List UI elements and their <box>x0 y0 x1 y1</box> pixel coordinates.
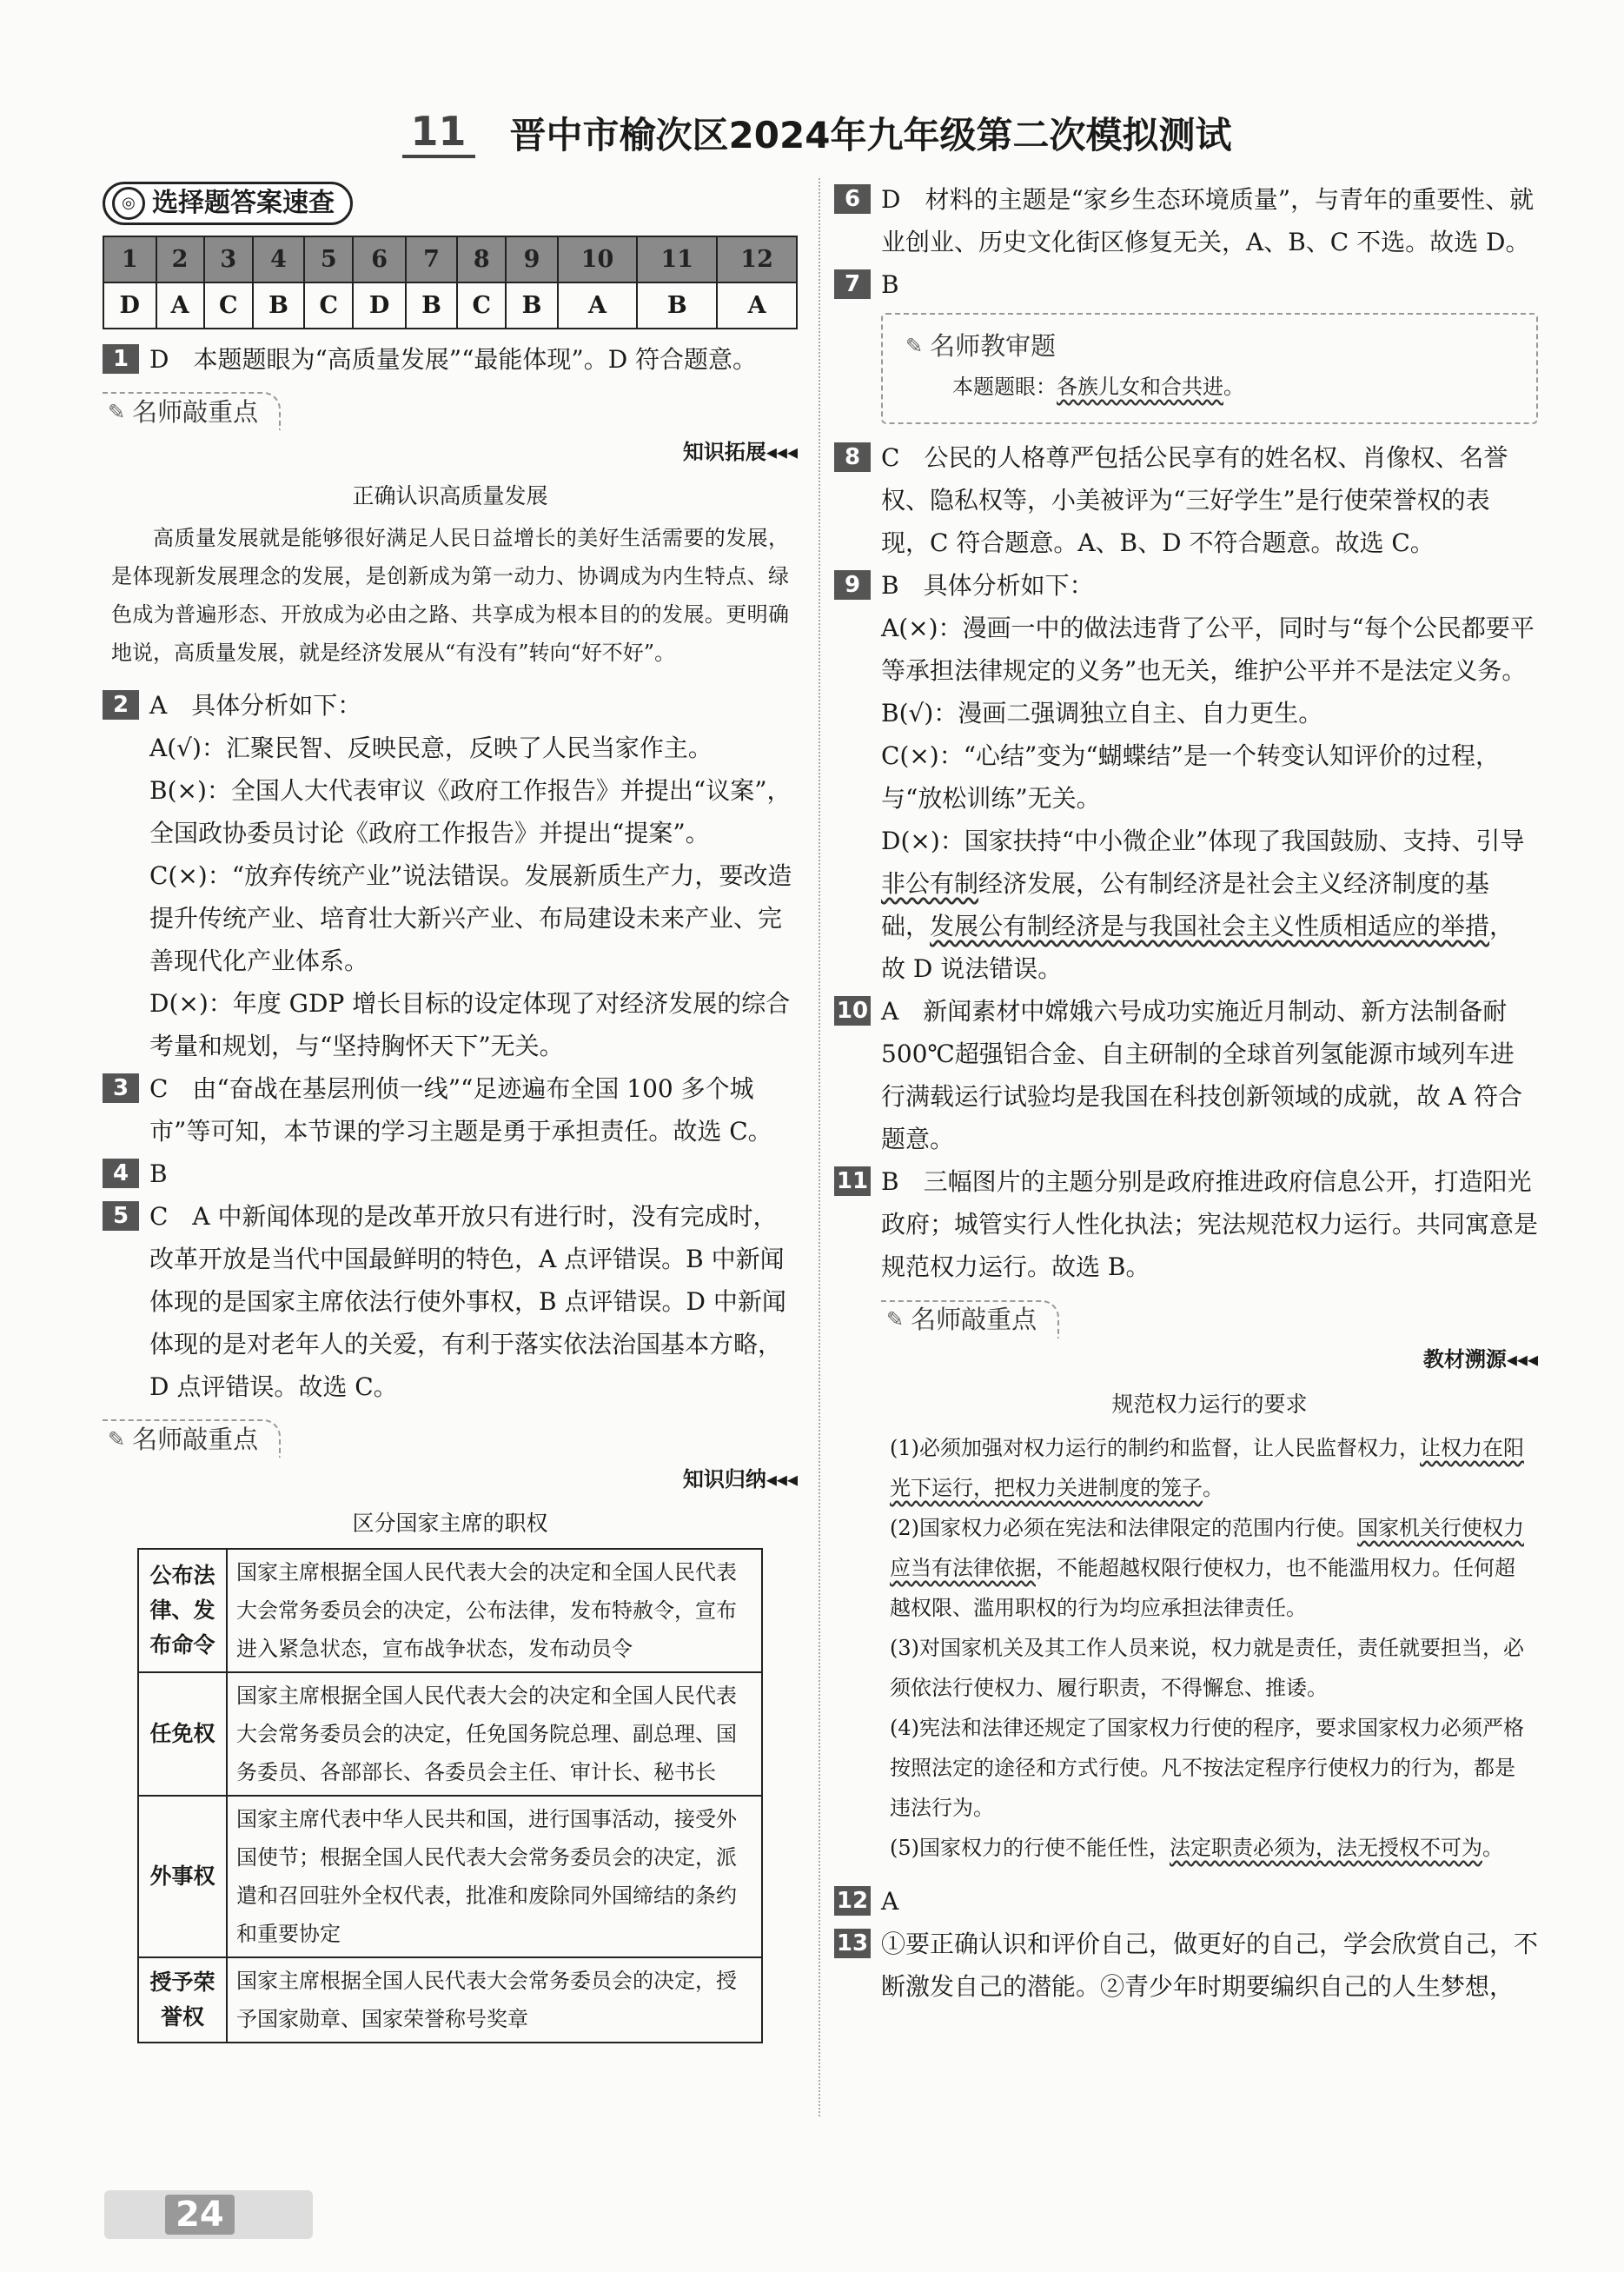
answer-letter: A <box>717 282 797 329</box>
answer-num: 9 <box>506 236 557 282</box>
question-answer-text: C A 中新闻体现的是改革开放只有进行时，没有完成时，改革开放是当代中国最鲜明的特色，A 点评错误。B 中新闻体现的是国家主席依法行使外事权，B 点评错误。D 中新闻体现的是对老年人的关爱，有利于落实依法治国基本方略，D 点评错误。故选 C。 <box>149 1201 786 1401</box>
question-6 <box>834 178 1538 263</box>
text-span: (5)国家权力的行使不能任性， <box>890 1836 1170 1860</box>
question-answer-text: D 本题题眼为“高质量发展”“最能体现”。D 符合题意。 <box>149 344 758 374</box>
quick-answer-heading-label: 选择题答案速查 <box>152 188 335 218</box>
tip-paragraph <box>890 1828 1529 1868</box>
answer-letter: D <box>353 282 406 329</box>
question-answer-text: A 新闻素材中嫦娥六号成功实施近月制动、新方法制备耐 500℃超强铝合金、自主研制的全球首列氢能源市域列车进行满载运行试验均是我国在科技创新领域的成就，故 A 符合题意。 <box>881 997 1523 1153</box>
answer-letter: A <box>156 282 204 329</box>
answer-table-number-row <box>103 236 797 282</box>
answer-num: 12 <box>717 236 797 282</box>
tip-paragraph: 高质量发展就是能够很好满足人民日益增长的美好生活需要的发展，是体现新发展理念的发展，是创新成为第一动力、协调成为内生特点、绿色成为普遍形态、开放成为必由之路、共享成为根本目的的发展。更明确地说，高质量发展，就是经济发展从“有没有”转向“好不好”。 <box>111 525 789 665</box>
tip-box-question-reading <box>881 313 1538 424</box>
answer-letter: B <box>637 282 717 329</box>
power-name: 公布法律、发布命令 <box>138 1549 227 1672</box>
answer-letter: B <box>506 282 557 329</box>
test-number: 11 <box>402 108 475 158</box>
power-name: 任免权 <box>138 1672 227 1796</box>
tip-content <box>881 1339 1538 1868</box>
question-13 <box>834 1923 1538 2008</box>
question-number-badge: 10 <box>834 996 871 1026</box>
question-number-badge: 1 <box>103 344 139 374</box>
quick-answer-heading <box>103 182 353 225</box>
table-row <box>138 1957 762 2043</box>
tip-tab <box>103 392 281 430</box>
power-name: 外事权 <box>138 1796 227 1957</box>
tip-tag: 知识归纳◂◂◂ <box>682 1466 798 1491</box>
page-number: 24 <box>165 2195 235 2235</box>
text-span: (2)国家权力必须在宪法和法律限定的范围内行使。 <box>890 1516 1357 1540</box>
q9-option-d <box>834 820 1538 990</box>
question-answer-text: C 由“奋战在基层刑侦一线”“足迹遍布全国 100 多个城市”等可知，本节课的学习主题是勇于承担责任。故选 C。 <box>149 1073 772 1146</box>
answer-letter: A <box>558 282 638 329</box>
question-answer-text: B <box>881 270 899 299</box>
tip-tag: 教材溯源◂◂◂ <box>1422 1347 1538 1372</box>
text-span: 。 <box>1203 1476 1223 1500</box>
question-3 <box>103 1067 798 1153</box>
answer-letter: C <box>304 282 353 329</box>
teacher-icon: ✎ <box>886 1307 905 1332</box>
question-number-badge: 5 <box>103 1201 139 1231</box>
emphasis-span: 国家机关行使权力应当有法律依据 <box>890 1516 1524 1580</box>
text-span: ，故 D 说法错误。 <box>881 912 1515 983</box>
question-answer-text: A <box>881 1887 899 1916</box>
tip-content <box>900 366 1519 409</box>
question-answer-text: B 具体分析如下： <box>881 571 1094 600</box>
question-number-badge: 3 <box>103 1073 139 1103</box>
tip-keyword: 各族儿女和合共进 <box>1057 375 1223 399</box>
tip-paragraph <box>890 1428 1529 1508</box>
teacher-icon: ✎ <box>905 334 924 358</box>
question-number-badge: 9 <box>834 570 871 600</box>
right-column <box>834 178 1538 2008</box>
question-number-badge: 6 <box>834 184 871 214</box>
q2-option-d: D(×)：年度 GDP 增长目标的设定体现了对经济发展的综合考量和规划，与“坚持胸怀天下”无关。 <box>149 988 791 1060</box>
answer-letter: B <box>253 282 304 329</box>
tip-tab-label: 名师教审题 <box>930 331 1057 361</box>
answer-letter: C <box>204 282 253 329</box>
power-name: 授予荣誉权 <box>138 1957 227 2043</box>
answer-num: 1 <box>103 236 156 282</box>
tip-box-textbook-source <box>881 1297 1538 1868</box>
question-answer-text: D 材料的主题是“家乡生态环境质量”，与青年的重要性、就业创业、历史文化街区修复无关，A、B、C 不选。故选 D。 <box>881 185 1535 256</box>
question-8 <box>834 436 1538 564</box>
question-number-badge: 12 <box>834 1886 871 1916</box>
q2-option-b: B(×)：全国人大代表审议《政府工作报告》并提出“议案”，全国政协委员讨论《政府工作报告》并提出“提案”。 <box>149 775 792 847</box>
emphasis-span: 法定职责必须为，法无授权不可为 <box>1170 1836 1482 1860</box>
table-row <box>138 1549 762 1672</box>
tip-tab <box>900 329 1077 365</box>
tip-tab <box>103 1419 281 1458</box>
tip-paragraph <box>890 1508 1529 1628</box>
answer-num: 10 <box>558 236 638 282</box>
page-title: 晋中市榆次区2024年九年级第二次模拟测试 <box>509 114 1232 156</box>
question-4 <box>103 1153 798 1195</box>
question-11 <box>834 1160 1538 1288</box>
question-answer-text: C 公民的人格尊严包括公民享有的姓名权、肖像权、名誉权、隐私权等，小美被评为“三好学生”是行使荣誉权的表现，C 符合题意。A、B、D 不符合题意。故选 C。 <box>881 443 1508 557</box>
text-span: (1)必须加强对权力运行的制约和监督，让人民监督权力， <box>890 1436 1420 1460</box>
question-answer-text: ①要正确认识和评价自己，做更好的自己，学会欣赏自己，不断激发自己的潜能。②青少年时期要编织自己的人生梦想， <box>881 1930 1539 2001</box>
question-number-badge: 4 <box>103 1159 139 1188</box>
table-row <box>138 1796 762 1957</box>
power-desc: 国家主席根据全国人民代表大会常务委员会的决定，授予国家勋章、国家荣誉称号奖章 <box>227 1957 762 2043</box>
q9-option-c: C(×)：“心结”变为“蝴蝶结”是一个转变认知评价的过程，与“放松训练”无关。 <box>881 741 1500 813</box>
tip-text: 。 <box>1223 375 1244 399</box>
text-span: D(×)：国家扶持“中小微企业”体现了我国鼓励、支持、引导 <box>881 827 1525 855</box>
question-10 <box>834 990 1538 1160</box>
text-span: 经济发展，公有制经济是社会主义经济制度的基础， <box>881 869 1490 940</box>
question-number-badge: 2 <box>103 690 139 720</box>
q9-option-b: B(√)：漫画二强调独立自主、自力更生。 <box>881 699 1323 727</box>
tip-tab-label: 名师敲重点 <box>911 1305 1037 1334</box>
page-number-badge <box>104 2190 313 2239</box>
emphasis-span: 非公有制 <box>881 869 979 898</box>
emphasis-span: 让权力在阳光下运行，把权力关进制度的笼子 <box>890 1436 1524 1500</box>
tip-box-knowledge-summary <box>103 1417 798 2043</box>
tip-paragraph: (3)对国家机关及其工作人员来说，权力就是责任，责任就要担当，必须依法行使权力、履行职责，不得懈怠、推诿。 <box>890 1636 1524 1700</box>
answer-table-answer-row <box>103 282 797 329</box>
question-5 <box>103 1195 798 1408</box>
text-span: ，不能超越权限行使权力，也不能滥用权力。任何超越权限、滥用职权的行为均应承担法律责任。 <box>890 1556 1515 1620</box>
column-divider <box>819 178 820 2116</box>
power-desc: 国家主席根据全国人民代表大会的决定和全国人民代表大会常务委员会的决定，任免国务院总理、副总理、国务委员、各部部长、各委员会主任、审计长、秘书长 <box>227 1672 762 1796</box>
teacher-icon: ✎ <box>108 1426 126 1452</box>
tip-title: 区分国家主席的职权 <box>352 1510 548 1536</box>
power-desc: 国家主席代表中华人民共和国，进行国事活动，接受外国使节；根据全国人民代表大会常务委员会的决定，派遣和召回驻外全权代表，批准和废除同外国缔结的条约和重要协定 <box>227 1796 762 1957</box>
answer-num: 7 <box>406 236 457 282</box>
tip-box-knowledge-extension <box>103 389 798 672</box>
tip-tab-label: 名师敲重点 <box>132 396 259 427</box>
question-12 <box>834 1880 1538 1923</box>
question-7 <box>834 263 1538 306</box>
answer-letter: B <box>406 282 457 329</box>
question-number-badge: 13 <box>834 1929 871 1958</box>
tip-text: 本题题眼： <box>952 375 1057 399</box>
left-column <box>103 178 798 2056</box>
answer-num: 3 <box>204 236 253 282</box>
question-answer-text: B <box>149 1159 168 1188</box>
tip-title: 规范权力运行的要求 <box>1111 1392 1308 1417</box>
tip-tab <box>881 1300 1059 1339</box>
answer-num: 5 <box>304 236 353 282</box>
power-desc: 国家主席根据全国人民代表大会的决定和全国人民代表大会常务委员会的决定，公布法律，发布特赦令，宣布进入紧急状态，宣布战争状态，发布动员令 <box>227 1549 762 1672</box>
question-answer-text: A 具体分析如下： <box>149 690 362 720</box>
page-header <box>104 103 1529 163</box>
text-span: 。 <box>1482 1836 1503 1860</box>
answer-num: 2 <box>156 236 204 282</box>
question-2 <box>103 684 798 727</box>
answer-letter: C <box>457 282 506 329</box>
table-row <box>138 1672 762 1796</box>
answer-num: 11 <box>637 236 717 282</box>
tip-tab-label: 名师敲重点 <box>132 1424 259 1454</box>
emphasis-span: 发展公有制经济是与我国社会主义性质相适应的举措 <box>930 912 1490 940</box>
target-icon: ◎ <box>112 187 145 220</box>
question-1 <box>103 338 798 381</box>
answer-num: 8 <box>457 236 506 282</box>
tip-content <box>103 1459 798 2043</box>
answer-letter: D <box>103 282 156 329</box>
teacher-icon: ✎ <box>108 399 126 424</box>
tip-title: 正确认识高质量发展 <box>352 482 548 508</box>
question-number-badge: 11 <box>834 1166 871 1196</box>
answer-num: 4 <box>253 236 304 282</box>
tip-tag: 知识拓展◂◂◂ <box>682 439 798 464</box>
answer-table <box>103 236 798 329</box>
q2-option-c: C(×)：“放弃传统产业”说法错误。发展新质生产力，要改造提升传统产业、培育壮大新兴产业、布局建设未来产业、完善现代化产业体系。 <box>149 860 792 975</box>
question-number-badge: 7 <box>834 269 871 299</box>
question-answer-text: B 三幅图片的主题分别是政府推进政府信息公开，打造阳光政府；城管实行人性化执法；宪法规范权力运行。共同寓意是规范权力运行。故选 B。 <box>881 1167 1539 1281</box>
president-powers-table <box>137 1548 763 2043</box>
question-number-badge: 8 <box>834 442 871 472</box>
answer-num: 6 <box>353 236 406 282</box>
question-9 <box>834 564 1538 607</box>
q2-option-a: A(√)：汇聚民智、反映民意，反映了人民当家作主。 <box>149 733 713 762</box>
tip-paragraph: (4)宪法和法律还规定了国家权力行使的程序，要求国家权力必须严格按照法定的途径和方式行使。凡不按法定程序行使权力的行为，都是违法行为。 <box>890 1716 1524 1820</box>
q9-option-a: A(×)：漫画一中的做法违背了公平，同时与“每个公民都要平等承担法律规定的义务”也无关，维护公平并不是法定义务。 <box>881 614 1535 685</box>
